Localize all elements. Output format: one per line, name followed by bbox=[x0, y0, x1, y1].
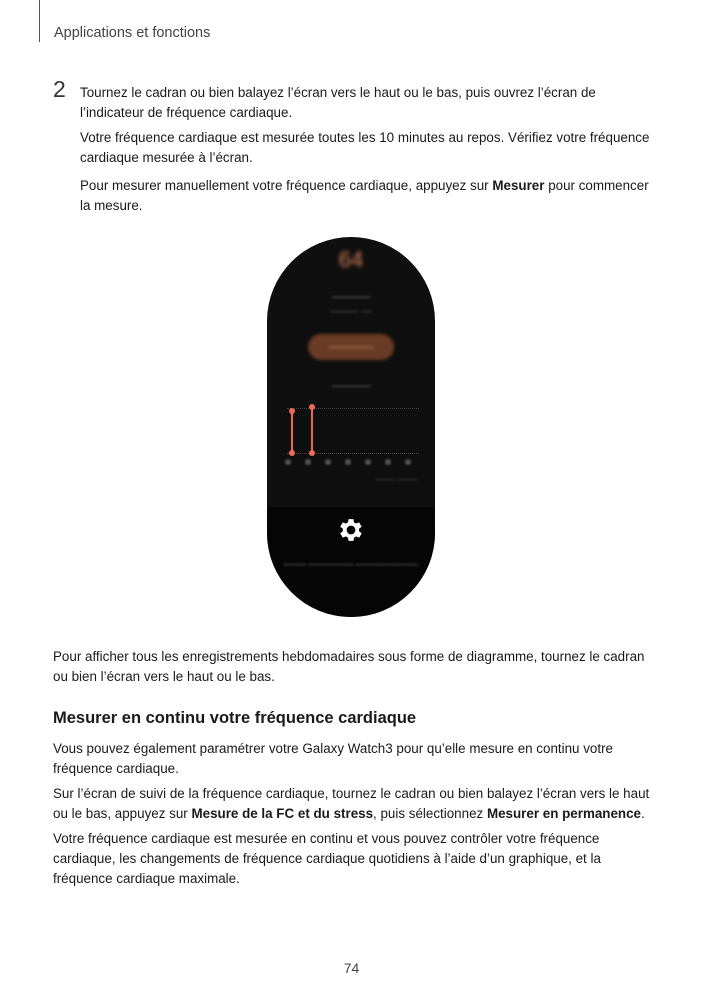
chart-bar bbox=[291, 411, 293, 453]
blurred-chart-title: ────── bbox=[331, 381, 371, 391]
blurred-time-text: ───── ── bbox=[330, 307, 372, 316]
section-paragraph-3: Votre fréquence cardiaque est mesurée en continu et vous pouvez contrôler votre fréquence cardiaque, les changements de fréquence cardiaque quotidiens à l’aide d’un graphique, et la fréquence cardiaque maximale. bbox=[53, 831, 601, 886]
chart-bar bbox=[311, 407, 313, 453]
header-rule bbox=[39, 0, 40, 42]
blurred-axis-label: ──── ──── bbox=[375, 477, 417, 484]
section-heading: Mesurer en continu votre fréquence cardiaque bbox=[53, 709, 417, 727]
step-instruction-3 bbox=[80, 176, 660, 216]
menu-term-stress: Mesure de la FC et du stress bbox=[191, 806, 374, 821]
chart-point bbox=[309, 404, 315, 410]
chart-gridline bbox=[287, 408, 419, 409]
section-paragraph-1: Vous pouvez également paramétrer votre Galaxy Watch3 pour qu’elle mesure en continu votre fréquence cardiaque. bbox=[53, 741, 613, 776]
section-paragraph-2-e: . bbox=[641, 806, 645, 821]
chart-point bbox=[309, 450, 315, 456]
measure-pill-button: ─────── bbox=[308, 334, 394, 360]
page-number: 74 bbox=[343, 960, 360, 976]
chart-gridline bbox=[287, 453, 419, 454]
step-instruction-1: Tournez le cadran ou bien balayez l’écran vers le haut ou le bas, puis ouvrez l’écran de l’indicateur de fréquence cardiaque. bbox=[80, 85, 596, 120]
section-paragraph-2-c: , puis sélectionnez bbox=[373, 806, 487, 821]
menu-term-continuous: Mesurer en permanence bbox=[486, 806, 641, 821]
chart-axis bbox=[281, 459, 421, 471]
blurred-settings-label: ──── ──────── ─────────── bbox=[283, 560, 419, 569]
step-instruction-3-a: Pour mesurer manuellement votre fréquence cardiaque, appuyez sur bbox=[80, 178, 493, 193]
heart-rate-value: 64 bbox=[338, 247, 364, 272]
chart-point bbox=[289, 450, 295, 456]
step-instruction-3-b: pour commencer la mesure. bbox=[80, 178, 649, 213]
watch-screen-illustration bbox=[267, 237, 435, 617]
section-paragraph-2-a: Sur l’écran de suivi de la fréquence cardiaque, tournez le cadran ou bien balayez l’écran vers le haut ou le bas, appuyez sur bbox=[53, 786, 650, 821]
step-instruction-2: Votre fréquence cardiaque est mesurée toutes les 10 minutes au repos. Vérifiez votre fréquence cardiaque mesurée à l’écran. bbox=[80, 130, 650, 165]
step-number: 2 bbox=[53, 76, 66, 102]
header-title: Applications et fonctions bbox=[54, 25, 211, 41]
chart-point bbox=[289, 408, 295, 414]
figure-caption-paragraph: Pour afficher tous les enregistrements hebdomadaires sous forme de diagramme, tournez le cadran ou bien l’écran vers le haut ou le bas. bbox=[53, 649, 645, 684]
blurred-status-text: ────── bbox=[331, 292, 371, 302]
measure-term: Mesurer bbox=[492, 178, 545, 193]
settings-gear-icon bbox=[336, 515, 366, 545]
section-paragraph-2 bbox=[53, 784, 663, 824]
